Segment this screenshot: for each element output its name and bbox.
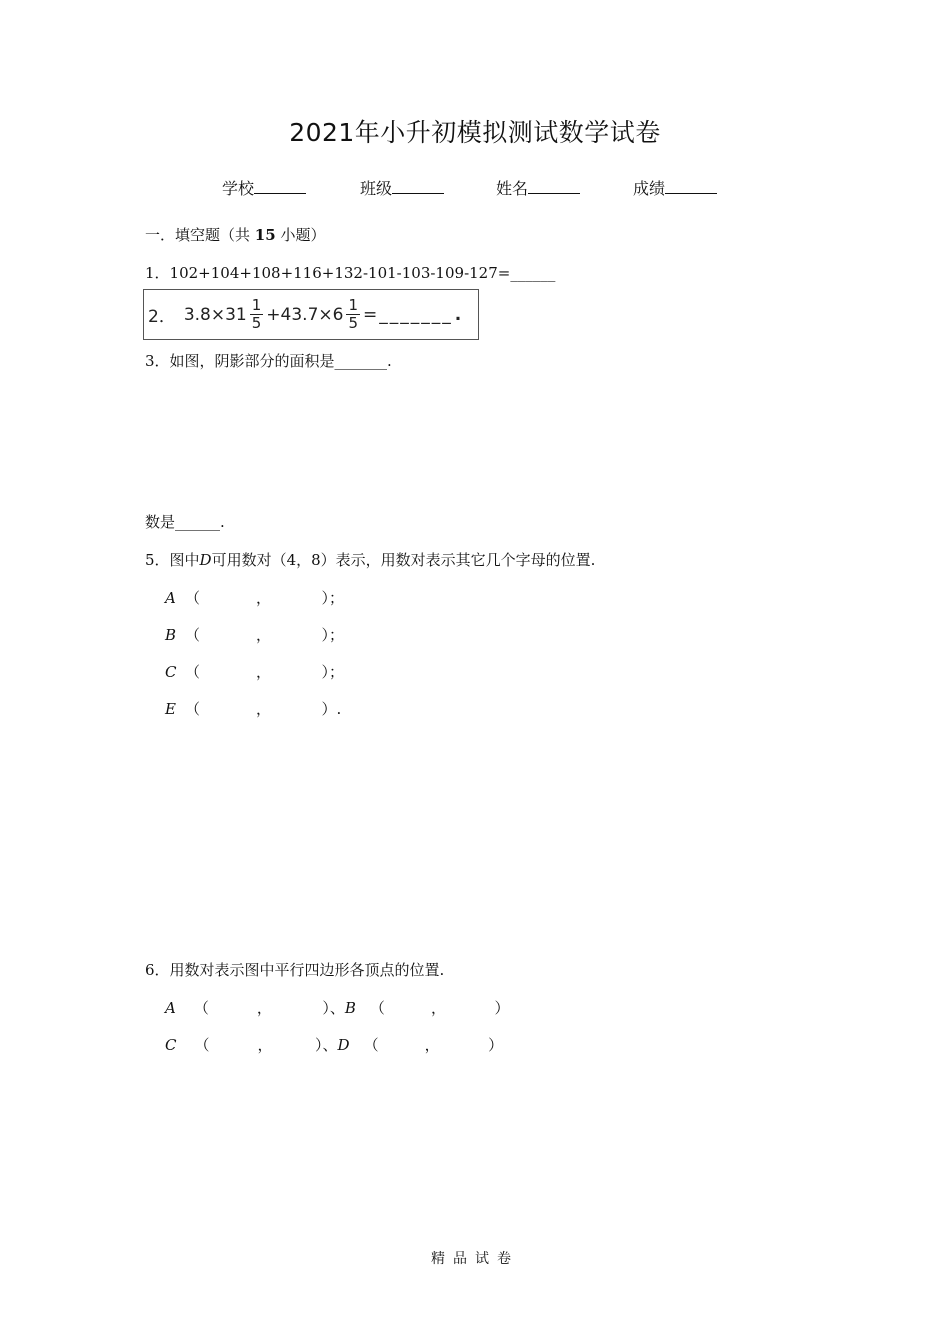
section-heading [145,224,325,245]
comma: ， [256,626,264,644]
name-field [496,176,580,199]
comma: ， [256,663,264,681]
open-paren: （ [194,1036,210,1054]
fraction-2-denominator: 5 [348,314,358,332]
question-2-term-a: 3.8×31 [183,304,247,325]
fraction-2-numerator: 1 [348,296,358,314]
question-3: 3．如图，阴影部分的面积是_______. [145,352,392,370]
question-2-period: . [454,304,462,325]
question-2-fraction-2 [346,297,360,332]
question-6: 6．用数对表示图中平行四边形各顶点的位置. [145,961,445,979]
point-label: E [165,700,176,718]
point-label: D [337,1036,350,1054]
school-blank [254,179,306,194]
open-paren: （ [193,999,209,1017]
close-paren: ）； [321,626,345,644]
comma: ， [256,700,264,718]
q5-row-b [165,624,344,645]
close-paren: ）、 [315,1036,338,1054]
question-2 [148,290,461,339]
section-heading-prefix: 一．填空题（共 [145,226,251,244]
comma: ， [430,999,439,1017]
name-label: 姓名 [496,179,529,198]
question-5-suffix: 可用数对（4，8）表示，用数对表示其它几个字母的位置. [211,551,596,569]
open-paren: （ [185,589,201,607]
name-blank [528,179,580,194]
class-field [360,176,444,199]
close-paren: ）、 [322,999,345,1017]
fraction-1-denominator: 5 [251,314,262,332]
question-2-fraction-1 [250,297,264,332]
q5-row-c [165,661,344,682]
page-title: 2021年小升初模拟测试数学试卷 [289,118,661,147]
score-label: 成绩 [633,179,666,198]
comma: ， [257,1036,266,1054]
school-field [222,176,306,199]
question-2-box [143,289,479,340]
q5-row-a [165,587,344,608]
class-label: 班级 [360,179,393,198]
score-field [633,176,717,199]
q6-row-1 [165,997,509,1018]
question-5-prefix: 5．图中 [145,551,200,569]
question-2-number: 2． [148,307,176,327]
close-paren: ）； [321,663,345,681]
open-paren: （ [185,663,201,681]
q5-row-e [165,698,341,719]
page-footer: 精品试卷 [431,1251,519,1267]
point-label: C [165,1036,177,1054]
question-5-point-d: D [199,551,212,569]
score-blank [665,179,717,194]
question-4-tail: 数是______. [145,513,225,531]
q6-row-2 [165,1034,503,1055]
point-label: B [165,626,177,644]
comma: ， [424,1036,433,1054]
comma: ， [256,589,264,607]
fraction-1-numerator: 1 [251,296,262,314]
point-label: B [344,999,356,1017]
open-paren: （ [363,1036,379,1054]
point-label: A [165,589,176,607]
close-paren: ） [494,999,510,1017]
open-paren: （ [185,700,201,718]
school-label: 学校 [222,179,255,198]
section-heading-count: 15 [254,226,276,244]
section-heading-suffix: 小题） [280,226,326,244]
question-2-blank: _______ [379,304,453,325]
open-paren: （ [369,999,385,1017]
close-paren: ）； [321,589,345,607]
question-1: 1．102+104+108+116+132-101-103-109-127=______ [145,264,556,282]
question-2-term-b: +43.7×6 [266,304,344,325]
comma: ， [256,999,265,1017]
point-label: C [165,663,177,681]
open-paren: （ [185,626,201,644]
question-5 [145,549,595,570]
point-label: A [165,999,176,1017]
class-blank [392,179,444,194]
question-2-equals: = [363,304,378,325]
close-paren: ）. [321,700,342,718]
close-paren: ） [488,1036,504,1054]
